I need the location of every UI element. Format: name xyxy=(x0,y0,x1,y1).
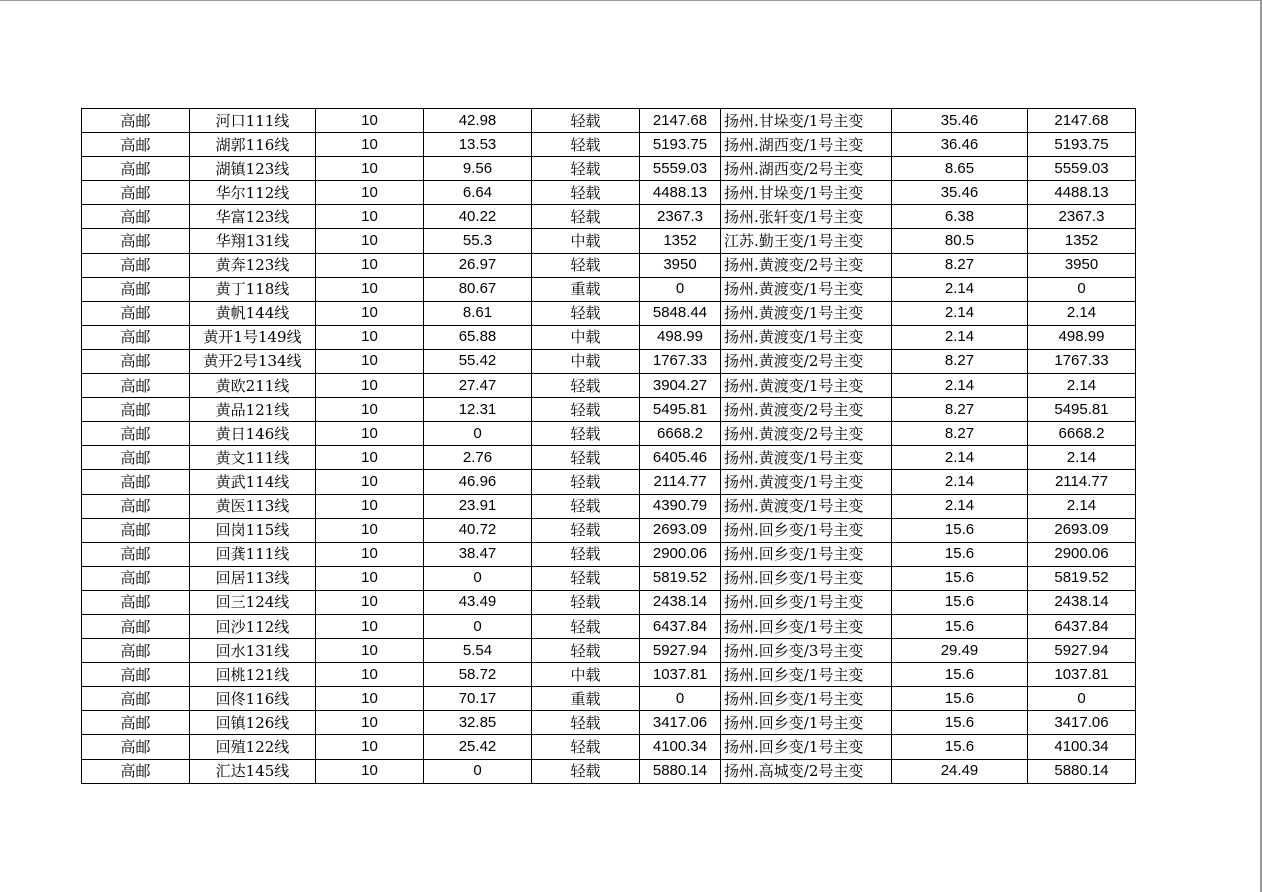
table-row xyxy=(82,398,1136,422)
region-cell: 高邮 xyxy=(82,325,190,349)
substation-rate-cell: 2.14 xyxy=(892,277,1028,301)
substation-rate-cell: 15.6 xyxy=(892,614,1028,638)
load-status-cell: 轻载 xyxy=(532,446,640,470)
capacity-cell: 0 xyxy=(640,277,721,301)
substation-cell: 扬州.黄渡变/2号主变 xyxy=(721,349,892,373)
load-status-cell: 轻载 xyxy=(532,181,640,205)
capacity-cell: 3904.27 xyxy=(640,374,721,398)
voltage-cell: 10 xyxy=(316,109,424,133)
line-name-cell: 回桃121线 xyxy=(190,663,316,687)
region-cell: 高邮 xyxy=(82,590,190,614)
substation-rate-cell: 2.14 xyxy=(892,301,1028,325)
page-top-edge xyxy=(0,0,1262,1)
substation-rate-cell: 24.49 xyxy=(892,759,1028,783)
available-capacity-cell: 5193.75 xyxy=(1028,133,1136,157)
available-capacity-cell: 2.14 xyxy=(1028,446,1136,470)
substation-rate-cell: 2.14 xyxy=(892,494,1028,518)
voltage-cell: 10 xyxy=(316,518,424,542)
load-rate-cell: 80.67 xyxy=(424,277,532,301)
voltage-cell: 10 xyxy=(316,253,424,277)
table-row xyxy=(82,277,1136,301)
data-table xyxy=(81,108,1136,784)
substation-rate-cell: 2.14 xyxy=(892,470,1028,494)
load-status-cell: 轻载 xyxy=(532,109,640,133)
line-name-cell: 回镇126线 xyxy=(190,711,316,735)
table-row xyxy=(82,494,1136,518)
voltage-cell: 10 xyxy=(316,398,424,422)
substation-cell: 扬州.回乡变/1号主变 xyxy=(721,663,892,687)
load-rate-cell: 12.31 xyxy=(424,398,532,422)
line-name-cell: 黄帆144线 xyxy=(190,301,316,325)
capacity-cell: 2147.68 xyxy=(640,109,721,133)
table-row xyxy=(82,301,1136,325)
substation-cell: 扬州.回乡变/1号主变 xyxy=(721,711,892,735)
available-capacity-cell: 2114.77 xyxy=(1028,470,1136,494)
substation-rate-cell: 15.6 xyxy=(892,735,1028,759)
load-status-cell: 轻载 xyxy=(532,759,640,783)
available-capacity-cell: 6437.84 xyxy=(1028,614,1136,638)
load-rate-cell: 6.64 xyxy=(424,181,532,205)
capacity-cell: 4488.13 xyxy=(640,181,721,205)
region-cell: 高邮 xyxy=(82,494,190,518)
table-row xyxy=(82,566,1136,590)
available-capacity-cell: 4488.13 xyxy=(1028,181,1136,205)
region-cell: 高邮 xyxy=(82,109,190,133)
available-capacity-cell: 2.14 xyxy=(1028,374,1136,398)
voltage-cell: 10 xyxy=(316,277,424,301)
substation-cell: 扬州.甘垛变/1号主变 xyxy=(721,181,892,205)
voltage-cell: 10 xyxy=(316,133,424,157)
load-status-cell: 轻载 xyxy=(532,566,640,590)
capacity-cell: 2367.3 xyxy=(640,205,721,229)
load-rate-cell: 25.42 xyxy=(424,735,532,759)
load-rate-cell: 0 xyxy=(424,422,532,446)
capacity-cell: 1037.81 xyxy=(640,663,721,687)
load-status-cell: 中载 xyxy=(532,349,640,373)
substation-rate-cell: 15.6 xyxy=(892,518,1028,542)
substation-cell: 江苏.勤王变/1号主变 xyxy=(721,229,892,253)
capacity-cell: 5819.52 xyxy=(640,566,721,590)
load-status-cell: 重载 xyxy=(532,277,640,301)
table-body xyxy=(82,109,1136,784)
load-rate-cell: 0 xyxy=(424,759,532,783)
capacity-cell: 2693.09 xyxy=(640,518,721,542)
region-cell: 高邮 xyxy=(82,614,190,638)
table-row xyxy=(82,639,1136,663)
line-name-cell: 华富123线 xyxy=(190,205,316,229)
table-row xyxy=(82,374,1136,398)
line-name-cell: 回佟116线 xyxy=(190,687,316,711)
voltage-cell: 10 xyxy=(316,711,424,735)
available-capacity-cell: 2.14 xyxy=(1028,301,1136,325)
substation-rate-cell: 2.14 xyxy=(892,374,1028,398)
available-capacity-cell: 6668.2 xyxy=(1028,422,1136,446)
load-rate-cell: 40.22 xyxy=(424,205,532,229)
load-rate-cell: 42.98 xyxy=(424,109,532,133)
load-status-cell: 轻载 xyxy=(532,590,640,614)
substation-rate-cell: 6.38 xyxy=(892,205,1028,229)
capacity-cell: 6405.46 xyxy=(640,446,721,470)
substation-cell: 扬州.回乡变/1号主变 xyxy=(721,735,892,759)
load-status-cell: 轻载 xyxy=(532,301,640,325)
table-row xyxy=(82,109,1136,133)
voltage-cell: 10 xyxy=(316,470,424,494)
load-status-cell: 重载 xyxy=(532,687,640,711)
available-capacity-cell: 2367.3 xyxy=(1028,205,1136,229)
region-cell: 高邮 xyxy=(82,566,190,590)
voltage-cell: 10 xyxy=(316,205,424,229)
substation-rate-cell: 8.27 xyxy=(892,398,1028,422)
table-row xyxy=(82,157,1136,181)
voltage-cell: 10 xyxy=(316,229,424,253)
line-name-cell: 湖镇123线 xyxy=(190,157,316,181)
load-rate-cell: 55.42 xyxy=(424,349,532,373)
table-row xyxy=(82,422,1136,446)
table-row xyxy=(82,518,1136,542)
load-status-cell: 轻载 xyxy=(532,422,640,446)
line-name-cell: 黄丁118线 xyxy=(190,277,316,301)
substation-rate-cell: 8.27 xyxy=(892,253,1028,277)
load-status-cell: 中载 xyxy=(532,229,640,253)
region-cell: 高邮 xyxy=(82,205,190,229)
line-name-cell: 汇达145线 xyxy=(190,759,316,783)
load-rate-cell: 9.56 xyxy=(424,157,532,181)
available-capacity-cell: 498.99 xyxy=(1028,325,1136,349)
voltage-cell: 10 xyxy=(316,542,424,566)
capacity-cell: 5193.75 xyxy=(640,133,721,157)
region-cell: 高邮 xyxy=(82,398,190,422)
load-rate-cell: 26.97 xyxy=(424,253,532,277)
load-rate-cell: 32.85 xyxy=(424,711,532,735)
table-row xyxy=(82,542,1136,566)
substation-cell: 扬州.回乡变/1号主变 xyxy=(721,590,892,614)
load-status-cell: 轻载 xyxy=(532,518,640,542)
table-row xyxy=(82,253,1136,277)
substation-cell: 扬州.回乡变/1号主变 xyxy=(721,566,892,590)
region-cell: 高邮 xyxy=(82,542,190,566)
substation-rate-cell: 15.6 xyxy=(892,566,1028,590)
load-rate-cell: 2.76 xyxy=(424,446,532,470)
available-capacity-cell: 5819.52 xyxy=(1028,566,1136,590)
region-cell: 高邮 xyxy=(82,735,190,759)
load-rate-cell: 43.49 xyxy=(424,590,532,614)
substation-cell: 扬州.黄渡变/1号主变 xyxy=(721,374,892,398)
load-status-cell: 轻载 xyxy=(532,374,640,398)
load-status-cell: 轻载 xyxy=(532,133,640,157)
capacity-cell: 5559.03 xyxy=(640,157,721,181)
voltage-cell: 10 xyxy=(316,157,424,181)
load-rate-cell: 0 xyxy=(424,566,532,590)
substation-cell: 扬州.回乡变/1号主变 xyxy=(721,542,892,566)
voltage-cell: 10 xyxy=(316,181,424,205)
substation-cell: 扬州.黄渡变/2号主变 xyxy=(721,422,892,446)
substation-rate-cell: 15.6 xyxy=(892,687,1028,711)
voltage-cell: 10 xyxy=(316,639,424,663)
region-cell: 高邮 xyxy=(82,759,190,783)
capacity-cell: 4100.34 xyxy=(640,735,721,759)
line-name-cell: 回居113线 xyxy=(190,566,316,590)
table-row xyxy=(82,205,1136,229)
available-capacity-cell: 1352 xyxy=(1028,229,1136,253)
line-name-cell: 黄品121线 xyxy=(190,398,316,422)
load-status-cell: 轻载 xyxy=(532,398,640,422)
available-capacity-cell: 5559.03 xyxy=(1028,157,1136,181)
voltage-cell: 10 xyxy=(316,301,424,325)
substation-cell: 扬州.黄渡变/1号主变 xyxy=(721,494,892,518)
capacity-cell: 5927.94 xyxy=(640,639,721,663)
load-rate-cell: 8.61 xyxy=(424,301,532,325)
load-rate-cell: 0 xyxy=(424,614,532,638)
substation-cell: 扬州.黄渡变/1号主变 xyxy=(721,301,892,325)
substation-rate-cell: 2.14 xyxy=(892,325,1028,349)
available-capacity-cell: 2.14 xyxy=(1028,494,1136,518)
table-row xyxy=(82,759,1136,783)
substation-cell: 扬州.回乡变/1号主变 xyxy=(721,687,892,711)
line-name-cell: 黄日146线 xyxy=(190,422,316,446)
available-capacity-cell: 2147.68 xyxy=(1028,109,1136,133)
voltage-cell: 10 xyxy=(316,494,424,518)
substation-cell: 扬州.黄渡变/1号主变 xyxy=(721,470,892,494)
substation-rate-cell: 8.27 xyxy=(892,422,1028,446)
line-name-cell: 黄开2号134线 xyxy=(190,349,316,373)
line-name-cell: 黄武114线 xyxy=(190,470,316,494)
substation-cell: 扬州.回乡变/1号主变 xyxy=(721,614,892,638)
load-status-cell: 中载 xyxy=(532,325,640,349)
load-status-cell: 轻载 xyxy=(532,735,640,759)
substation-cell: 扬州.黄渡变/2号主变 xyxy=(721,253,892,277)
substation-rate-cell: 35.46 xyxy=(892,109,1028,133)
table-row xyxy=(82,590,1136,614)
substation-cell: 扬州.回乡变/3号主变 xyxy=(721,639,892,663)
voltage-cell: 10 xyxy=(316,663,424,687)
substation-cell: 扬州.黄渡变/1号主变 xyxy=(721,277,892,301)
available-capacity-cell: 3417.06 xyxy=(1028,711,1136,735)
available-capacity-cell: 0 xyxy=(1028,277,1136,301)
table-row xyxy=(82,229,1136,253)
load-rate-cell: 27.47 xyxy=(424,374,532,398)
region-cell: 高邮 xyxy=(82,446,190,470)
available-capacity-cell: 4100.34 xyxy=(1028,735,1136,759)
table-row xyxy=(82,133,1136,157)
table-row xyxy=(82,181,1136,205)
available-capacity-cell: 3950 xyxy=(1028,253,1136,277)
load-status-cell: 轻载 xyxy=(532,205,640,229)
substation-rate-cell: 36.46 xyxy=(892,133,1028,157)
load-rate-cell: 65.88 xyxy=(424,325,532,349)
table-row xyxy=(82,470,1136,494)
substation-cell: 扬州.黄渡变/1号主变 xyxy=(721,446,892,470)
region-cell: 高邮 xyxy=(82,518,190,542)
substation-rate-cell: 80.5 xyxy=(892,229,1028,253)
table-row xyxy=(82,446,1136,470)
voltage-cell: 10 xyxy=(316,759,424,783)
load-status-cell: 轻载 xyxy=(532,470,640,494)
load-status-cell: 轻载 xyxy=(532,639,640,663)
capacity-cell: 4390.79 xyxy=(640,494,721,518)
table-row xyxy=(82,325,1136,349)
region-cell: 高邮 xyxy=(82,277,190,301)
load-rate-cell: 46.96 xyxy=(424,470,532,494)
capacity-cell: 5880.14 xyxy=(640,759,721,783)
substation-cell: 扬州.甘垛变/1号主变 xyxy=(721,109,892,133)
region-cell: 高邮 xyxy=(82,229,190,253)
substation-cell: 扬州.回乡变/1号主变 xyxy=(721,518,892,542)
line-name-cell: 黄医113线 xyxy=(190,494,316,518)
table-row xyxy=(82,614,1136,638)
region-cell: 高邮 xyxy=(82,422,190,446)
load-rate-cell: 38.47 xyxy=(424,542,532,566)
substation-cell: 扬州.湖西变/2号主变 xyxy=(721,157,892,181)
line-name-cell: 黄奔123线 xyxy=(190,253,316,277)
voltage-cell: 10 xyxy=(316,566,424,590)
available-capacity-cell: 5495.81 xyxy=(1028,398,1136,422)
region-cell: 高邮 xyxy=(82,639,190,663)
load-rate-cell: 5.54 xyxy=(424,639,532,663)
capacity-cell: 2900.06 xyxy=(640,542,721,566)
available-capacity-cell: 2900.06 xyxy=(1028,542,1136,566)
substation-rate-cell: 15.6 xyxy=(892,590,1028,614)
region-cell: 高邮 xyxy=(82,663,190,687)
substation-cell: 扬州.张轩变/1号主变 xyxy=(721,205,892,229)
region-cell: 高邮 xyxy=(82,181,190,205)
available-capacity-cell: 0 xyxy=(1028,687,1136,711)
line-name-cell: 黄开1号149线 xyxy=(190,325,316,349)
region-cell: 高邮 xyxy=(82,687,190,711)
region-cell: 高邮 xyxy=(82,711,190,735)
voltage-cell: 10 xyxy=(316,446,424,470)
load-status-cell: 轻载 xyxy=(532,614,640,638)
available-capacity-cell: 5927.94 xyxy=(1028,639,1136,663)
line-name-cell: 回殖122线 xyxy=(190,735,316,759)
substation-rate-cell: 2.14 xyxy=(892,446,1028,470)
substation-rate-cell: 15.6 xyxy=(892,711,1028,735)
available-capacity-cell: 1767.33 xyxy=(1028,349,1136,373)
substation-rate-cell: 15.6 xyxy=(892,542,1028,566)
line-name-cell: 回沙112线 xyxy=(190,614,316,638)
voltage-cell: 10 xyxy=(316,374,424,398)
substation-cell: 扬州.黄渡变/2号主变 xyxy=(721,398,892,422)
load-status-cell: 轻载 xyxy=(532,542,640,566)
substation-cell: 扬州.黄渡变/1号主变 xyxy=(721,325,892,349)
substation-rate-cell: 35.46 xyxy=(892,181,1028,205)
region-cell: 高邮 xyxy=(82,301,190,325)
region-cell: 高邮 xyxy=(82,133,190,157)
substation-cell: 扬州.湖西变/1号主变 xyxy=(721,133,892,157)
voltage-cell: 10 xyxy=(316,349,424,373)
available-capacity-cell: 5880.14 xyxy=(1028,759,1136,783)
voltage-cell: 10 xyxy=(316,422,424,446)
line-name-cell: 湖郭116线 xyxy=(190,133,316,157)
available-capacity-cell: 2693.09 xyxy=(1028,518,1136,542)
line-name-cell: 黄文111线 xyxy=(190,446,316,470)
substation-rate-cell: 8.27 xyxy=(892,349,1028,373)
capacity-cell: 0 xyxy=(640,687,721,711)
load-rate-cell: 70.17 xyxy=(424,687,532,711)
substation-rate-cell: 29.49 xyxy=(892,639,1028,663)
substation-cell: 扬州.高城变/2号主变 xyxy=(721,759,892,783)
table-row xyxy=(82,735,1136,759)
region-cell: 高邮 xyxy=(82,349,190,373)
load-status-cell: 轻载 xyxy=(532,711,640,735)
load-rate-cell: 13.53 xyxy=(424,133,532,157)
line-name-cell: 回龚111线 xyxy=(190,542,316,566)
capacity-cell: 1352 xyxy=(640,229,721,253)
capacity-cell: 6668.2 xyxy=(640,422,721,446)
capacity-cell: 2114.77 xyxy=(640,470,721,494)
available-capacity-cell: 1037.81 xyxy=(1028,663,1136,687)
available-capacity-cell: 2438.14 xyxy=(1028,590,1136,614)
voltage-cell: 10 xyxy=(316,325,424,349)
voltage-cell: 10 xyxy=(316,614,424,638)
line-name-cell: 回水131线 xyxy=(190,639,316,663)
line-name-cell: 华翔131线 xyxy=(190,229,316,253)
load-status-cell: 轻载 xyxy=(532,494,640,518)
line-name-cell: 华尔112线 xyxy=(190,181,316,205)
substation-rate-cell: 15.6 xyxy=(892,663,1028,687)
load-status-cell: 轻载 xyxy=(532,157,640,181)
substation-rate-cell: 8.65 xyxy=(892,157,1028,181)
capacity-cell: 6437.84 xyxy=(640,614,721,638)
capacity-cell: 1767.33 xyxy=(640,349,721,373)
capacity-cell: 2438.14 xyxy=(640,590,721,614)
table-row xyxy=(82,349,1136,373)
table-row xyxy=(82,663,1136,687)
capacity-cell: 498.99 xyxy=(640,325,721,349)
table-row xyxy=(82,711,1136,735)
line-name-cell: 黄欧211线 xyxy=(190,374,316,398)
load-status-cell: 轻载 xyxy=(532,253,640,277)
voltage-cell: 10 xyxy=(316,735,424,759)
capacity-cell: 5495.81 xyxy=(640,398,721,422)
region-cell: 高邮 xyxy=(82,470,190,494)
load-rate-cell: 23.91 xyxy=(424,494,532,518)
line-name-cell: 回三124线 xyxy=(190,590,316,614)
load-status-cell: 中载 xyxy=(532,663,640,687)
table-row xyxy=(82,687,1136,711)
region-cell: 高邮 xyxy=(82,157,190,181)
capacity-cell: 3950 xyxy=(640,253,721,277)
load-rate-cell: 58.72 xyxy=(424,663,532,687)
region-cell: 高邮 xyxy=(82,374,190,398)
load-rate-cell: 55.3 xyxy=(424,229,532,253)
capacity-cell: 3417.06 xyxy=(640,711,721,735)
voltage-cell: 10 xyxy=(316,687,424,711)
region-cell: 高邮 xyxy=(82,253,190,277)
voltage-cell: 10 xyxy=(316,590,424,614)
load-rate-cell: 40.72 xyxy=(424,518,532,542)
line-name-cell: 河口111线 xyxy=(190,109,316,133)
capacity-cell: 5848.44 xyxy=(640,301,721,325)
line-name-cell: 回岗115线 xyxy=(190,518,316,542)
